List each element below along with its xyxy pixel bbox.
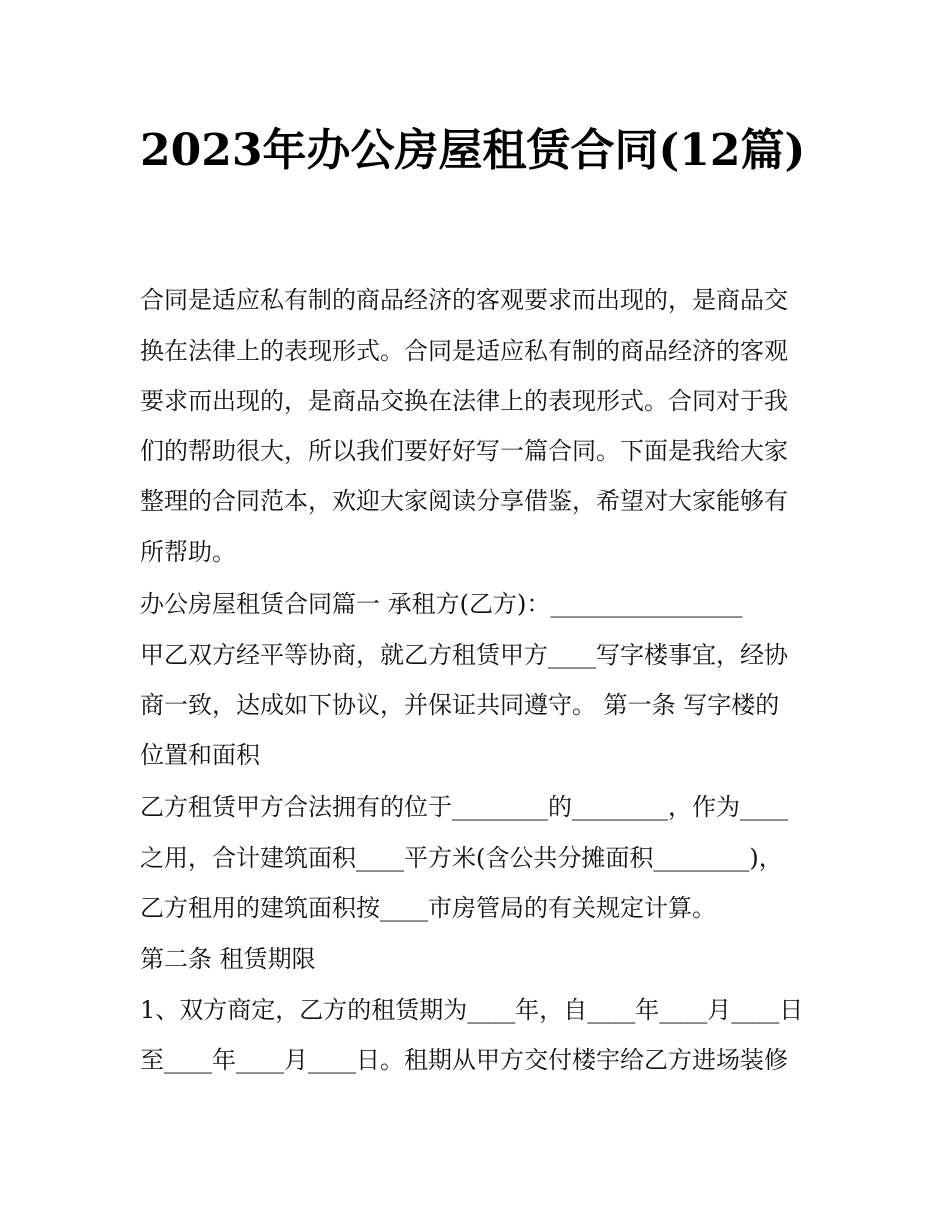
body-line-agreement-1: 甲乙双方经平等协商，就乙方租赁甲方____写字楼事宜，经协 — [140, 641, 788, 669]
body-line-term-2: 至____年____月____日。租期从甲方交付楼宇给乙方进场装修 — [140, 1046, 788, 1074]
document-title: 2023年办公房屋租赁合同(12篇) — [140, 125, 806, 176]
body-line-agreement-2: 商一致，达成如下协议，并保证共同遵守。 第一条 写字楼的 — [140, 691, 780, 719]
body-line-intro-3: 要求而出现的，是商品交换在法律上的表现形式。合同对于我 — [140, 387, 788, 415]
body-line-intro-5: 整理的合同范本，欢迎大家阅读分享借鉴，希望对大家能够有 — [140, 487, 788, 515]
body-line-term-1: 1、双方商定，乙方的租赁期为____年，自____年____月____日 — [140, 996, 804, 1024]
body-line-intro-6: 所帮助。 — [140, 538, 236, 566]
body-line-agreement-3: 位置和面积 — [140, 741, 260, 769]
article-heading-term: 第二条 租赁期限 — [140, 945, 316, 973]
body-line-intro-1: 合同是适应私有制的商品经济的客观要求而出现的，是商品交 — [140, 286, 788, 314]
body-line-intro-4: 们的帮助很大，所以我们要好好写一篇合同。下面是我给大家 — [140, 437, 788, 465]
body-line-location-3: 乙方租用的建筑面积按____市房管局的有关规定计算。 — [140, 894, 716, 922]
body-line-location-2: 之用，合计建筑面积____平方米(含公共分摊面积________)， — [140, 844, 783, 872]
body-line-location-1: 乙方租赁甲方合法拥有的位于________的________，作为____ — [140, 793, 788, 821]
section-heading-contract-one: 办公房屋租赁合同篇一 承租方(乙方)：________________ — [140, 590, 743, 618]
body-line-intro-2: 换在法律上的表现形式。合同是适应私有制的商品经济的客观 — [140, 337, 788, 365]
